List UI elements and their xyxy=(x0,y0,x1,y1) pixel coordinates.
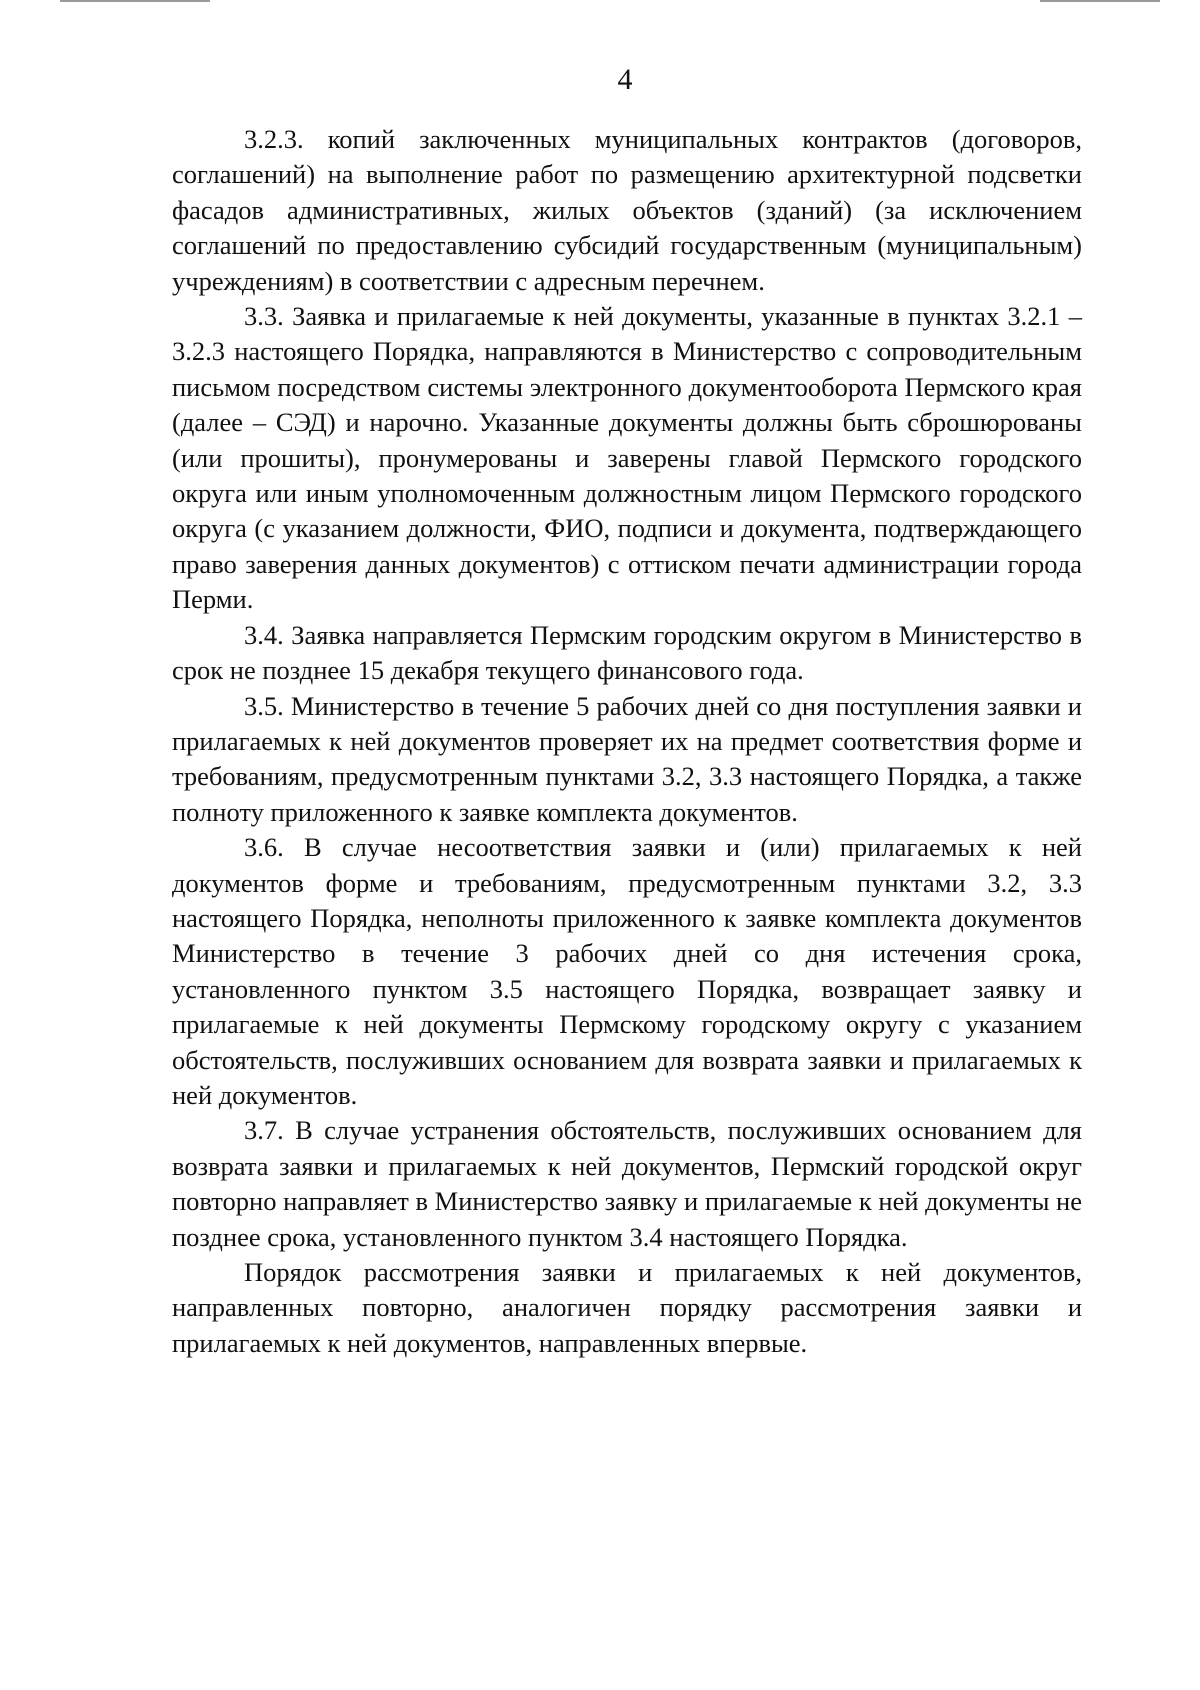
document-body xyxy=(172,122,1082,1361)
scan-edge-mark xyxy=(1040,0,1160,2)
paragraph-3-5: 3.5. Министерство в течение 5 рабочих дней со дня поступления заявки и прилагаемых к ней документов проверяет их на предмет соответствия форме и требованиям, предусмотренным пунктами 3.2, 3.3 настоящего Порядка, а также полноту приложенного к заявке комплекта документов. xyxy=(172,690,1082,827)
paragraph-3-6: 3.6. В случае несоответствия заявки и (или) прилагаемых к ней документов форме и требованиям, предусмотренным пунктами 3.2, 3.3 настоящего Порядка, неполноты приложенного к заявке комплекта документов Министерство в течение 3 рабочих дней со дня истечения срока, установленного пунктом 3.5 настоящего Порядка, возвращает заявку и прилагаемые к ней документы Пермскому городскому округу с указанием обстоятельств, послуживших основанием для возврата заявки и прилагаемых к ней документов. xyxy=(172,832,1082,1110)
paragraph-repeat-review: Порядок рассмотрения заявки и прилагаемых к ней документов, направленных повторно, аналогичен порядку рассмотрения заявки и прилагаемых к ней документов, направленных впервые. xyxy=(172,1257,1082,1358)
page-number: 4 xyxy=(617,63,633,96)
paragraph-3-4: 3.4. Заявка направляется Пермским городским округом в Министерство в срок не позднее 15 декабря текущего финансового года. xyxy=(172,619,1082,686)
paragraph-3-2-3: 3.2.3. копий заключенных муниципальных контрактов (договоров, соглашений) на выполнение работ по размещению архитектурной подсветки фасадов административных, жилых объектов (зданий) (за исключением соглашений по предоставлению субсидий государственным (муниципальным) учреждениям) в соответствии с адресным перечнем. xyxy=(172,124,1082,296)
scan-edge-mark xyxy=(60,0,210,2)
paragraph-3-3: 3.3. Заявка и прилагаемые к ней документы, указанные в пунктах 3.2.1 – 3.2.3 настоящего Порядка, направляются в Министерство с сопроводительным письмом посредством системы электронного документооборота Пермского края (далее – СЭД) и нарочно. Указанные документы должны быть сброшюрованы (или прошиты), пронумерованы и заверены главой Пермского городского округа или иным уполномоченным должностным лицом Пермского городского округа (с указанием должности, ФИО, подписи и документа, подтверждающего право заверения данных документов) с оттиском печати администрации города Перми. xyxy=(172,301,1082,615)
paragraph-3-7: 3.7. В случае устранения обстоятельств, послуживших основанием для возврата заявки и прилагаемых к ней документов, Пермский городской округ повторно направляет в Министерство заявку и прилагаемые к ней документы не позднее срока, установленного пунктом 3.4 настоящего Порядка. xyxy=(172,1115,1082,1252)
